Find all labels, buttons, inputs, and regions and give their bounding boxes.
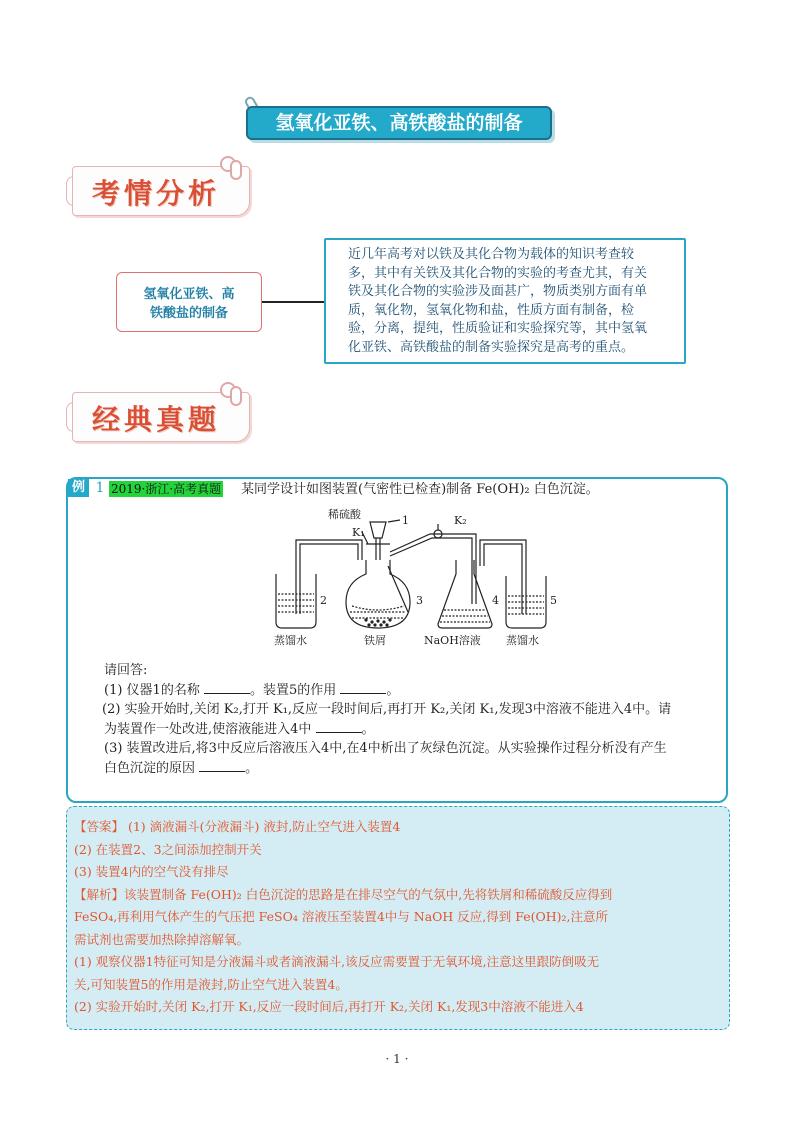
question-block: [104, 661, 724, 778]
label-k2: K₂: [454, 514, 467, 527]
title-banner: [246, 106, 552, 140]
topic-line: 铁酸盐的制备: [149, 306, 228, 321]
clip-icon: [230, 160, 242, 180]
label-water-left: 蒸馏水: [274, 634, 307, 647]
apparatus-diagram: [270, 504, 560, 650]
question-1: [104, 681, 724, 701]
section-title: 经典真题: [92, 403, 221, 436]
q3-text: 。: [245, 760, 259, 776]
connector-line: [262, 301, 324, 303]
example-source-badge: 2019·浙江·高考真题: [111, 482, 222, 496]
page-number: · 1 ·: [385, 1052, 409, 1066]
answer-line: (1) 观察仪器1特征可知是分液漏斗或者滴液漏斗,该反应需要置于无氧环境,注意这里跟防倒吸无: [74, 954, 600, 969]
label-water-right: 蒸馏水: [506, 634, 539, 647]
answer-line: 【解析】该装置制备 Fe(OH)₂ 白色沉淀的思路是在排尽空气的气氛中,先将铁屑和稀硫酸反应得到: [74, 886, 613, 902]
label-n4: 4: [492, 594, 499, 607]
label-n1: 1: [402, 514, 409, 527]
description-line: 验，分离，提纯，性质验证和实验探究等，其中氢氧: [348, 321, 648, 336]
answer-line: (2) 实验开始时,关闭 K₂,打开 K₁,反应一段时间后,再打开 K₂,关闭 K₁,发现3中溶液不能进入4: [74, 999, 584, 1014]
topic-box: [116, 272, 262, 332]
label-iron: 铁屑: [364, 634, 386, 647]
q2-text: 为装置作一处改进,使溶液能进入4中: [104, 721, 312, 737]
description-line: 质，氧化物，氢氧化物和盐，性质方面有制备，检: [348, 302, 635, 318]
answer-line: 需试剂也需要加热除掉溶解氧。: [74, 931, 250, 947]
q1-text: 。: [386, 682, 400, 698]
question-3-line1: (3) 装置改进后,将3中反应后溶液压入4中,在4中析出了灰绿色沉淀。从实验操作过程分析没有产生: [104, 741, 667, 756]
description-line: 多，其中有关铁及其化合物的实验的考查尤其，有关: [348, 265, 648, 281]
section-header-exams: [72, 392, 252, 444]
answer-text: [74, 816, 724, 1019]
question-2-line1: (2) 实验开始时,关闭 K₂,打开 K₁,反应一段时间后,再打开 K₂,关闭 K₁,发现3中溶液不能进入4中。请: [102, 702, 672, 717]
q1-text: 。装置5的作用: [249, 682, 337, 698]
question-3-line2: [104, 759, 724, 779]
description-line: 化亚铁、高铁酸盐的制备实验探究是高考的重点。: [348, 339, 635, 355]
answer-blank[interactable]: [199, 759, 245, 772]
section-title: 考情分析: [92, 177, 221, 210]
q1-text: (1) 仪器1的名称: [104, 682, 200, 698]
question-2-line2: [104, 720, 724, 740]
description-line: 铁及其化合物的实验涉及面甚广，物质类别方面有单: [348, 284, 648, 299]
answer-blank[interactable]: [340, 681, 386, 694]
label-naoh: NaOH溶液: [424, 634, 481, 647]
description-line: 近几年高考对以铁及其化合物为载体的知识考查较: [348, 247, 635, 262]
label-n5: 5: [550, 594, 557, 607]
answer-blank[interactable]: [204, 681, 250, 694]
label-n3: 3: [416, 594, 423, 607]
clip-icon: [230, 386, 242, 406]
topic-line: 氢氧化亚铁、高: [143, 287, 235, 302]
label-n2: 2: [320, 594, 327, 607]
answer-line: 关,可知装置5的作用是液封,防止空气进入装置4。: [74, 976, 348, 992]
answer-line: 【答案】 (1) 滴液漏斗(分液漏斗) 液封,防止空气进入装置4: [74, 819, 401, 834]
example-stem: 某同学设计如图装置(气密性已检查)制备 Fe(OH)₂ 白色沉淀。: [241, 482, 599, 497]
q3-text: 白色沉淀的原因: [104, 760, 196, 776]
page-title: 氢氧化亚铁、高铁酸盐的制备: [275, 112, 523, 134]
answer-line: (2) 在装置2、3之间添加控制开关: [74, 841, 262, 857]
example-label: 例: [68, 479, 89, 497]
answer-blank[interactable]: [316, 720, 362, 733]
analysis-description-box: [324, 238, 686, 364]
example-number: 1: [95, 480, 105, 496]
section-header-analysis: [72, 166, 252, 218]
q2-text: 。: [361, 721, 375, 737]
label-acid: 稀硫酸: [328, 508, 361, 521]
label-k1: K₁: [352, 526, 365, 539]
question-prompt: 请回答:: [104, 663, 148, 678]
answer-line: (3) 装置4内的空气没有排尽: [74, 864, 229, 879]
answer-line: FeSO₄,再利用气体产生的气压把 FeSO₄ 溶液压至装置4中与 NaOH 反应,得到 Fe(OH)₂,注意所: [74, 909, 608, 924]
